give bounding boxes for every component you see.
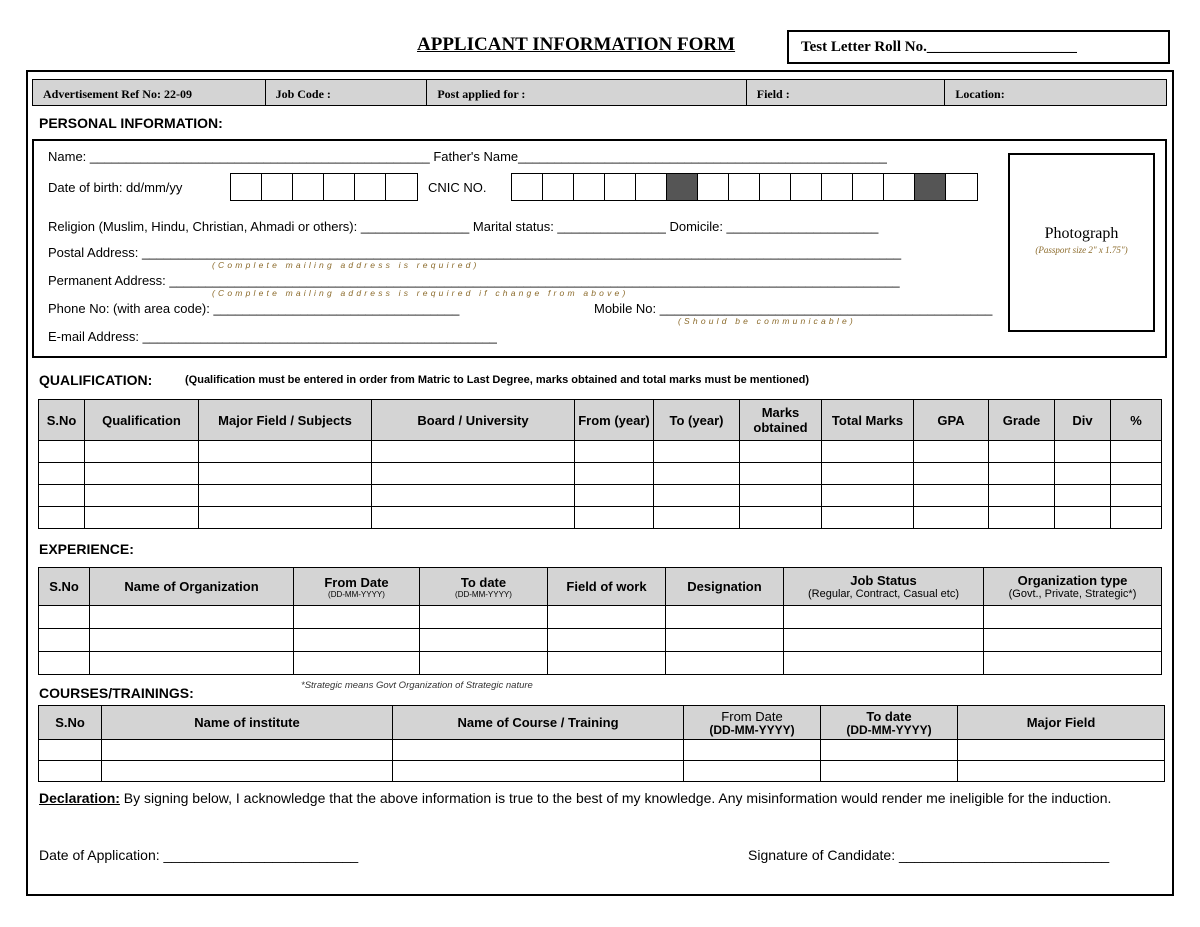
- table-cell[interactable]: [666, 629, 784, 652]
- table-cell[interactable]: [39, 652, 90, 675]
- table-cell[interactable]: [958, 761, 1165, 782]
- photograph-size-note: (Passport size 2" x 1.75"): [1035, 245, 1128, 255]
- field-field[interactable]: Field :: [747, 80, 946, 105]
- table-cell[interactable]: [90, 606, 294, 629]
- photograph-label: Photograph: [1044, 225, 1119, 242]
- date-cell[interactable]: [420, 606, 548, 629]
- digit-box[interactable]: [822, 174, 853, 200]
- table-cell[interactable]: [914, 441, 989, 463]
- col-div: Div: [1055, 400, 1111, 441]
- table-row: [39, 606, 1162, 629]
- table-cell[interactable]: [989, 485, 1055, 507]
- reference-bar: [32, 79, 1167, 106]
- table-cell[interactable]: [654, 507, 740, 529]
- table-cell[interactable]: [548, 652, 666, 675]
- signature-field[interactable]: Signature of Candidate: ___________________________: [748, 847, 1110, 863]
- table-row: [39, 652, 1162, 675]
- to-date-label: To date: [866, 708, 912, 724]
- table-cell[interactable]: [39, 606, 90, 629]
- table-row: [39, 485, 1162, 507]
- table-cell[interactable]: [102, 740, 393, 761]
- date-cell[interactable]: [294, 652, 420, 675]
- dob-boxes[interactable]: [230, 173, 418, 201]
- table-cell[interactable]: [740, 441, 822, 463]
- col-from-date: [684, 706, 821, 740]
- table-cell[interactable]: [1111, 507, 1162, 529]
- courses-heading: COURSES/TRAININGS:: [39, 685, 194, 701]
- col-board: Board / University: [372, 400, 575, 441]
- col-marks-obtained: Marks obtained: [740, 400, 822, 441]
- date-cell[interactable]: [294, 606, 420, 629]
- col-to-year: To (year): [654, 400, 740, 441]
- declaration-body: By signing below, I acknowledge that the above information is true to the best of my knowledge. Any misinformation would render me ineligible for the induction.: [119, 790, 1112, 806]
- table-cell[interactable]: [39, 761, 102, 782]
- table-cell[interactable]: [984, 652, 1162, 675]
- separator-box: [667, 174, 698, 200]
- table-cell[interactable]: [958, 740, 1165, 761]
- table-cell[interactable]: [740, 507, 822, 529]
- table-cell[interactable]: [1055, 507, 1111, 529]
- digit-box[interactable]: [729, 174, 760, 200]
- digit-box[interactable]: [605, 174, 636, 200]
- experience-heading: EXPERIENCE:: [39, 541, 134, 557]
- digit-box[interactable]: [355, 174, 386, 200]
- table-cell[interactable]: [1055, 485, 1111, 507]
- advertisement-ref: Advertisement Ref No: 22-09: [33, 80, 266, 105]
- digit-box[interactable]: [760, 174, 791, 200]
- declaration-text: [39, 789, 1164, 808]
- table-cell[interactable]: [85, 463, 199, 485]
- col-from-date: [294, 568, 420, 606]
- table-cell[interactable]: [1055, 463, 1111, 485]
- table-cell[interactable]: [784, 652, 984, 675]
- table-cell[interactable]: [39, 507, 85, 529]
- table-row: [39, 463, 1162, 485]
- col-gpa: GPA: [914, 400, 989, 441]
- table-cell[interactable]: [984, 629, 1162, 652]
- table-row: [39, 629, 1162, 652]
- table-cell[interactable]: [784, 629, 984, 652]
- col-grade: Grade: [989, 400, 1055, 441]
- col-sno: S.No: [39, 568, 90, 606]
- to-date-format: (DD-MM-YYYY): [455, 589, 512, 599]
- personal-info-heading: PERSONAL INFORMATION:: [39, 115, 223, 131]
- date-cell[interactable]: [294, 629, 420, 652]
- qualification-note: (Qualification must be entered in order from Matric to Last Degree, marks obtained and total marks must be mentioned): [185, 374, 810, 386]
- location-field[interactable]: Location:: [955, 87, 1005, 101]
- table-cell[interactable]: [575, 507, 654, 529]
- table-cell[interactable]: [914, 463, 989, 485]
- postal-address-hint: (Complete mailing address is required): [212, 260, 480, 270]
- organization-type-label: Organization type: [1017, 572, 1128, 588]
- table-cell[interactable]: [372, 507, 575, 529]
- table-row: [39, 507, 1162, 529]
- table-row: [39, 761, 1165, 782]
- table-cell[interactable]: [1111, 485, 1162, 507]
- col-job-status: [784, 568, 984, 606]
- col-designation: Designation: [666, 568, 784, 606]
- col-to-date: [420, 568, 548, 606]
- table-cell[interactable]: [666, 606, 784, 629]
- separator-box: [915, 174, 946, 200]
- digit-box[interactable]: [884, 174, 915, 200]
- digit-box[interactable]: [262, 174, 293, 200]
- digit-box[interactable]: [698, 174, 729, 200]
- col-sno: S.No: [39, 706, 102, 740]
- table-cell[interactable]: [914, 507, 989, 529]
- date-cell[interactable]: [420, 629, 548, 652]
- table-cell[interactable]: [39, 485, 85, 507]
- table-cell[interactable]: [914, 485, 989, 507]
- from-date-format: (DD-MM-YYYY): [328, 589, 385, 599]
- table-cell[interactable]: [654, 463, 740, 485]
- digit-box[interactable]: [231, 174, 262, 200]
- table-cell[interactable]: [984, 606, 1162, 629]
- table-cell[interactable]: [102, 761, 393, 782]
- experience-table: [38, 567, 1162, 675]
- table-cell[interactable]: [548, 629, 666, 652]
- table-cell[interactable]: [39, 463, 85, 485]
- cnic-boxes[interactable]: [511, 173, 978, 201]
- photograph-box[interactable]: [1008, 153, 1155, 332]
- date-of-application-field[interactable]: Date of Application: _________________________: [39, 847, 359, 863]
- digit-box[interactable]: [324, 174, 355, 200]
- table-cell[interactable]: [199, 441, 372, 463]
- job-status-label: Job Status: [850, 572, 917, 588]
- table-cell[interactable]: [822, 441, 914, 463]
- col-organization-type: [984, 568, 1162, 606]
- col-course: Name of Course / Training: [393, 706, 684, 740]
- col-total-marks: Total Marks: [822, 400, 914, 441]
- table-cell[interactable]: [989, 463, 1055, 485]
- to-date-format: (DD-MM-YYYY): [846, 722, 932, 737]
- email-field[interactable]: E-mail Address: _________________________________________________: [48, 329, 497, 344]
- mobile-field[interactable]: Mobile No: ______________________________________________: [594, 301, 993, 316]
- roll-number-field[interactable]: ____________________: [926, 39, 1077, 55]
- table-row: [39, 441, 1162, 463]
- table-cell[interactable]: [372, 441, 575, 463]
- postal-address-field[interactable]: Postal Address: _________________________________________________________________________________________________________: [48, 245, 902, 260]
- digit-box[interactable]: [543, 174, 574, 200]
- declaration-label: Declaration:: [39, 790, 120, 806]
- qualification-heading: QUALIFICATION:: [39, 372, 153, 388]
- table-cell[interactable]: [393, 740, 684, 761]
- table-cell[interactable]: [575, 463, 654, 485]
- permanent-address-field[interactable]: Permanent Address: _____________________________________________________________________________________________________: [48, 273, 900, 288]
- table-cell[interactable]: [199, 463, 372, 485]
- digit-box[interactable]: [574, 174, 605, 200]
- table-cell[interactable]: [85, 441, 199, 463]
- col-qualification: Qualification: [85, 400, 199, 441]
- digit-box[interactable]: [293, 174, 324, 200]
- table-cell[interactable]: [822, 485, 914, 507]
- date-cell[interactable]: [821, 740, 958, 761]
- col-sno: S.No: [39, 400, 85, 441]
- table-cell[interactable]: [989, 441, 1055, 463]
- col-major-field: Major Field: [958, 706, 1165, 740]
- from-date-label: From Date: [721, 708, 783, 724]
- date-cell[interactable]: [821, 761, 958, 782]
- strategic-note: *Strategic means Govt Organization of Strategic nature: [301, 680, 533, 691]
- table-cell[interactable]: [1111, 463, 1162, 485]
- table-cell[interactable]: [393, 761, 684, 782]
- date-cell[interactable]: [684, 761, 821, 782]
- date-cell[interactable]: [420, 652, 548, 675]
- courses-table: [38, 705, 1165, 782]
- name-field[interactable]: Name: _______________________________________________ Father's Name___________________________________________________: [48, 149, 887, 164]
- table-row: [39, 740, 1165, 761]
- col-from-year: From (year): [575, 400, 654, 441]
- digit-box[interactable]: [386, 174, 417, 200]
- col-percent: %: [1111, 400, 1162, 441]
- digit-box[interactable]: [853, 174, 884, 200]
- cnic-label: CNIC NO.: [428, 180, 487, 195]
- mobile-hint: (Should be communicable): [678, 316, 856, 326]
- table-cell[interactable]: [989, 507, 1055, 529]
- table-cell[interactable]: [822, 507, 914, 529]
- organization-type-options: (Govt., Private, Strategic*): [1008, 587, 1137, 600]
- table-cell[interactable]: [1111, 441, 1162, 463]
- table-cell[interactable]: [39, 740, 102, 761]
- table-cell[interactable]: [85, 485, 199, 507]
- table-cell[interactable]: [666, 652, 784, 675]
- digit-box[interactable]: [946, 174, 977, 200]
- phone-field[interactable]: Phone No: (with area code): __________________________________: [48, 301, 460, 316]
- from-date-label: From Date: [324, 574, 389, 590]
- table-cell[interactable]: [575, 441, 654, 463]
- job-code-field[interactable]: Job Code :: [266, 80, 428, 105]
- qualification-table: [38, 399, 1162, 529]
- permanent-address-hint: (Complete mailing address is required if change from above): [212, 288, 629, 298]
- table-cell[interactable]: [90, 652, 294, 675]
- col-to-date: [821, 706, 958, 740]
- table-cell[interactable]: [575, 485, 654, 507]
- col-field-of-work: Field of work: [548, 568, 666, 606]
- table-cell[interactable]: [39, 441, 85, 463]
- dob-label: Date of birth: dd/mm/yy: [48, 180, 183, 195]
- table-cell[interactable]: [85, 507, 199, 529]
- table-cell[interactable]: [654, 441, 740, 463]
- religion-marital-domicile-line[interactable]: Religion (Muslim, Hindu, Christian, Ahmadi or others): _______________ Marital status: _______________ Domicile: _____________________: [48, 219, 879, 234]
- table-cell[interactable]: [822, 463, 914, 485]
- to-date-label: To date: [460, 574, 507, 590]
- table-cell[interactable]: [372, 463, 575, 485]
- col-major-field: Major Field / Subjects: [199, 400, 372, 441]
- digit-box[interactable]: [512, 174, 543, 200]
- date-cell[interactable]: [684, 740, 821, 761]
- table-cell[interactable]: [1055, 441, 1111, 463]
- job-status-options: (Regular, Contract, Casual etc): [807, 587, 959, 600]
- table-cell[interactable]: [548, 606, 666, 629]
- table-cell[interactable]: [372, 485, 575, 507]
- form-title: APPLICANT INFORMATION FORM: [417, 34, 736, 55]
- digit-box[interactable]: [791, 174, 822, 200]
- col-institute: Name of institute: [102, 706, 393, 740]
- table-cell[interactable]: [784, 606, 984, 629]
- table-cell[interactable]: [740, 485, 822, 507]
- table-cell[interactable]: [740, 463, 822, 485]
- table-cell[interactable]: [654, 485, 740, 507]
- post-applied-field[interactable]: Post applied for :: [427, 80, 746, 105]
- table-cell[interactable]: [199, 485, 372, 507]
- digit-box[interactable]: [636, 174, 667, 200]
- table-cell[interactable]: [199, 507, 372, 529]
- table-cell[interactable]: [90, 629, 294, 652]
- table-cell[interactable]: [39, 629, 90, 652]
- col-organization: Name of Organization: [90, 568, 294, 606]
- from-date-format: (DD-MM-YYYY): [709, 722, 795, 737]
- roll-number-label: Test Letter Roll No.: [801, 39, 927, 55]
- roll-number-box: [787, 30, 1170, 64]
